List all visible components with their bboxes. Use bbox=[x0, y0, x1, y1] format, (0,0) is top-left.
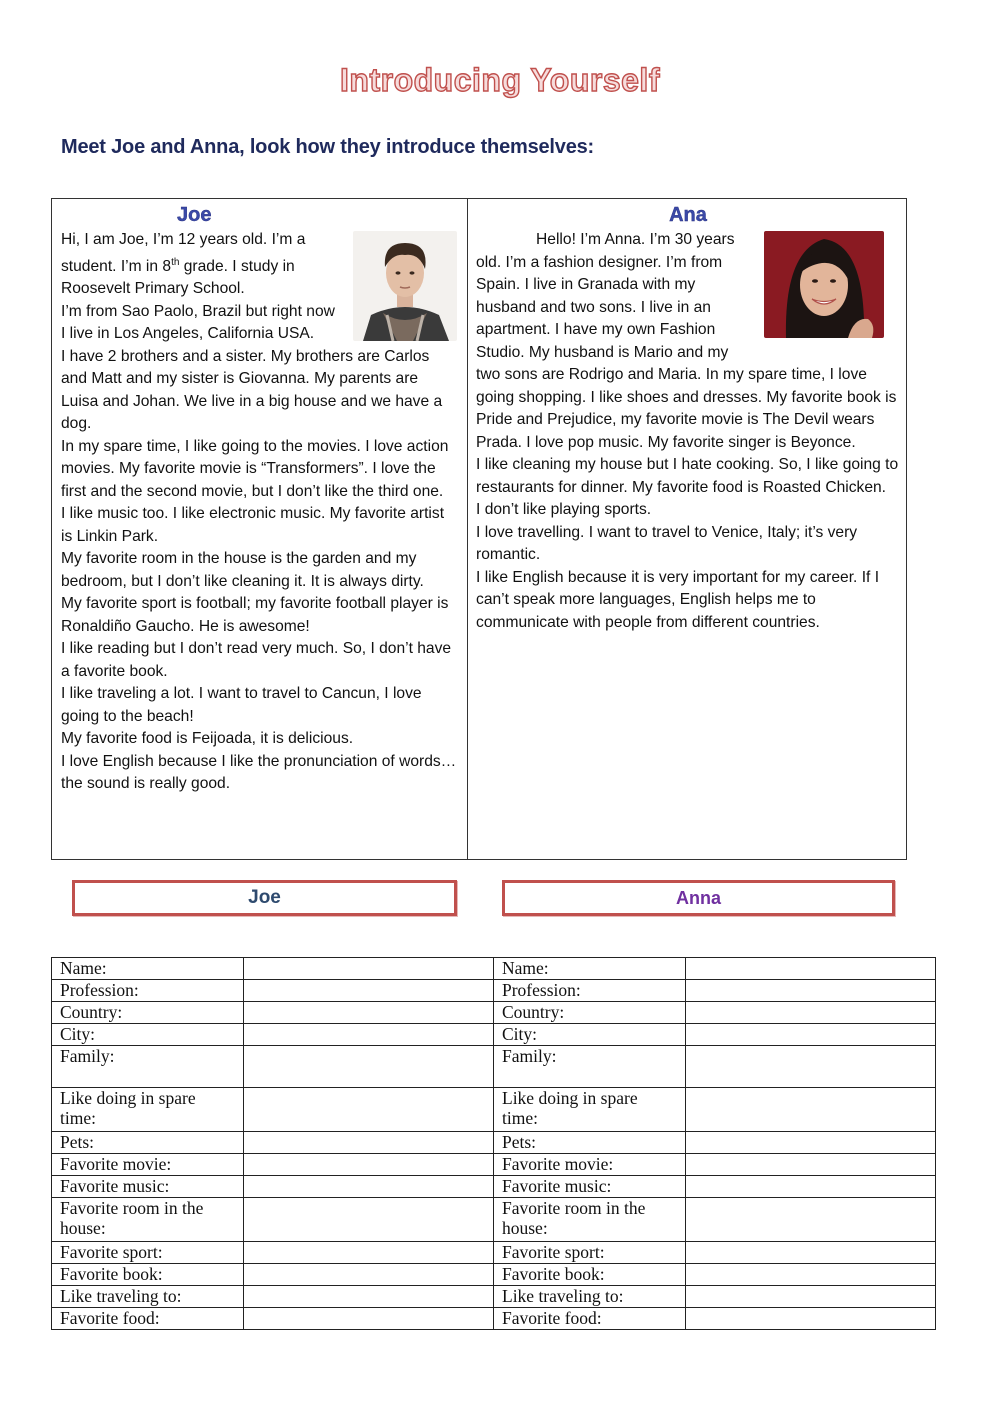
answer-cell[interactable] bbox=[244, 1088, 494, 1132]
field-label: Favorite movie: bbox=[494, 1154, 686, 1176]
anna-paragraph: I like cleaning my house but I hate cooking. So, I like going to restaurants for dinner. My favorite food is Roasted Chicken. bbox=[476, 456, 899, 496]
table-row bbox=[494, 1242, 936, 1264]
answer-cell[interactable] bbox=[686, 958, 936, 980]
answer-cell[interactable] bbox=[244, 958, 494, 980]
answer-cell[interactable] bbox=[244, 1024, 494, 1046]
answer-cell[interactable] bbox=[244, 1242, 494, 1264]
joe-paragraph: I like reading but I don’t read very much. So, I don’t have a favorite book. bbox=[61, 640, 452, 680]
anna-info-table bbox=[493, 957, 936, 1330]
table-row bbox=[52, 1088, 494, 1132]
table-row bbox=[52, 1242, 494, 1264]
answer-cell[interactable] bbox=[244, 1046, 494, 1088]
field-label: Favorite book: bbox=[494, 1264, 686, 1286]
answer-cell[interactable] bbox=[244, 1286, 494, 1308]
field-label: Like doing in spare time: bbox=[52, 1088, 244, 1132]
table-row bbox=[52, 1024, 494, 1046]
anna-paragraph: I like English because it is very important for my career. If I can’t speak more languages, English helps me to communicate with people from different countries. bbox=[476, 568, 880, 631]
joe-story bbox=[52, 199, 468, 859]
joe-paragraph: I love English because I like the pronunciation of words… the sound is really good. bbox=[61, 752, 457, 793]
field-label: Family: bbox=[52, 1046, 244, 1088]
joe-photo bbox=[353, 231, 457, 341]
anna-photo bbox=[764, 231, 884, 338]
table-row bbox=[52, 1132, 494, 1154]
answer-cell[interactable] bbox=[686, 1154, 936, 1176]
table-row bbox=[494, 1002, 936, 1024]
joe-paragraph: I like music too. I like electronic music. My favorite artist is Linkin Park. bbox=[61, 505, 445, 545]
table-row bbox=[494, 1046, 936, 1088]
field-label: Favorite sport: bbox=[52, 1242, 244, 1264]
anna-story bbox=[468, 199, 906, 859]
field-label: Favorite room in the house: bbox=[52, 1198, 244, 1242]
joe-paragraph: I’m from Sao Paolo, Brazil but right now I live in Los Angeles, California USA. bbox=[61, 302, 335, 343]
field-label: Favorite sport: bbox=[494, 1242, 686, 1264]
field-label: Favorite movie: bbox=[52, 1154, 244, 1176]
table-row bbox=[494, 1024, 936, 1046]
table-row bbox=[494, 958, 936, 980]
answer-cell[interactable] bbox=[686, 1242, 936, 1264]
answer-cell[interactable] bbox=[244, 1002, 494, 1024]
field-label: Favorite music: bbox=[494, 1176, 686, 1198]
answer-cell[interactable] bbox=[244, 1132, 494, 1154]
field-label: Pets: bbox=[52, 1132, 244, 1154]
table-row bbox=[52, 1154, 494, 1176]
answer-cell[interactable] bbox=[686, 1176, 936, 1198]
table-row bbox=[52, 1286, 494, 1308]
joe-paragraph: My favorite food is Feijoada, it is delicious. bbox=[61, 730, 354, 748]
table-row bbox=[494, 1308, 936, 1330]
field-label: Favorite book: bbox=[52, 1264, 244, 1286]
answer-cell[interactable] bbox=[686, 1046, 936, 1088]
field-label: Family: bbox=[494, 1046, 686, 1088]
anna-paragraph: Hello! I’m Anna. I’m 30 years old. I’m a fashion designer. I’m from Spain. I live in Granada with my husband and two sons. I live in an apartment. I have my own Fashion Studio. My husband is Mario and my two sons are Rodrigo and Maria. In my spare time, I love going shopping. I like shoes and dresses. My favorite book is Pride and Prejudice, my favorite movie is The Devil wears Prada. I love pop music. My favorite singer is Beyonce. bbox=[476, 231, 897, 451]
field-label: City: bbox=[494, 1024, 686, 1046]
table-row bbox=[494, 1264, 936, 1286]
answer-cell[interactable] bbox=[244, 980, 494, 1002]
table-row bbox=[52, 1264, 494, 1286]
answer-cell[interactable] bbox=[686, 1002, 936, 1024]
joe-paragraph: My favorite room in the house is the garden and my bedroom, but I don’t like cleaning it. It is always dirty. bbox=[61, 550, 424, 590]
table-row bbox=[52, 1198, 494, 1242]
answer-cell[interactable] bbox=[686, 1286, 936, 1308]
answer-cell[interactable] bbox=[686, 1088, 936, 1132]
answer-cell[interactable] bbox=[244, 1176, 494, 1198]
answer-cell[interactable] bbox=[686, 1198, 936, 1242]
table-row bbox=[494, 1286, 936, 1308]
field-label: Name: bbox=[494, 958, 686, 980]
answer-cell[interactable] bbox=[686, 1132, 936, 1154]
field-label: Like traveling to: bbox=[494, 1286, 686, 1308]
table-row bbox=[494, 1198, 936, 1242]
table-row bbox=[494, 1176, 936, 1198]
field-label: Favorite food: bbox=[52, 1308, 244, 1330]
answer-cell[interactable] bbox=[686, 1308, 936, 1330]
anna-paragraph: I love travelling. I want to travel to Venice, Italy; it’s very romantic. bbox=[476, 523, 858, 563]
joe-info-table bbox=[51, 957, 494, 1330]
answer-cell[interactable] bbox=[244, 1308, 494, 1330]
field-label: Favorite music: bbox=[52, 1176, 244, 1198]
field-label: Profession: bbox=[494, 980, 686, 1002]
field-label: Pets: bbox=[494, 1132, 686, 1154]
field-label: Profession: bbox=[52, 980, 244, 1002]
answer-cell[interactable] bbox=[244, 1198, 494, 1242]
table-row bbox=[52, 1002, 494, 1024]
joe-paragraph: I like traveling a lot. I want to travel to Cancun, I love going to the beach! bbox=[61, 685, 422, 725]
answer-cell[interactable] bbox=[686, 980, 936, 1002]
table-row bbox=[494, 980, 936, 1002]
field-label: City: bbox=[52, 1024, 244, 1046]
joe-label-box: Joe bbox=[72, 880, 457, 916]
table-row bbox=[52, 1176, 494, 1198]
answer-cell[interactable] bbox=[686, 1264, 936, 1286]
table-row bbox=[52, 1308, 494, 1330]
anna-label-box: Anna bbox=[502, 880, 895, 916]
joe-heading: Joe bbox=[177, 204, 212, 226]
table-row bbox=[494, 1154, 936, 1176]
answer-cell[interactable] bbox=[244, 1264, 494, 1286]
field-label: Like traveling to: bbox=[52, 1286, 244, 1308]
table-row bbox=[494, 1132, 936, 1154]
anna-heading: Ana bbox=[669, 204, 707, 226]
page-subtitle: Meet Joe and Anna, look how they introduce themselves: bbox=[61, 136, 595, 158]
joe-paragraph: I have 2 brothers and a sister. My brothers are Carlos and Matt and my sister is Giovanna. My parents are Luisa and Johan. We live in a big house and we have a dog. bbox=[61, 347, 443, 433]
joe-paragraph: My favorite sport is football; my favorite football player is Ronaldiño Gaucho. He is awesome! bbox=[61, 595, 449, 635]
field-label: Favorite food: bbox=[494, 1308, 686, 1330]
field-label: Country: bbox=[52, 1002, 244, 1024]
table-row bbox=[52, 1046, 494, 1088]
joe-paragraph: In my spare time, I like going to the movies. I love action movies. My favorite movie is “Transformers”. I love the first and the second movie, but I don’t like the third one. bbox=[61, 437, 449, 500]
table-row bbox=[52, 958, 494, 980]
page-title: Introducing Yourself bbox=[340, 62, 660, 98]
stories-table bbox=[51, 198, 907, 860]
field-label: Favorite room in the house: bbox=[494, 1198, 686, 1242]
table-row bbox=[494, 1088, 936, 1132]
answer-cell[interactable] bbox=[244, 1154, 494, 1176]
anna-paragraph: I don’t like playing sports. bbox=[476, 501, 652, 518]
field-label: Like doing in spare time: bbox=[494, 1088, 686, 1132]
field-label: Name: bbox=[52, 958, 244, 980]
answer-cell[interactable] bbox=[686, 1024, 936, 1046]
joe-paragraph: Hi, I am Joe, I’m 12 years old. I’m a student. I’m in 8th grade. I study in Roosevelt Primary School. bbox=[61, 231, 306, 298]
table-row bbox=[52, 980, 494, 1002]
field-label: Country: bbox=[494, 1002, 686, 1024]
